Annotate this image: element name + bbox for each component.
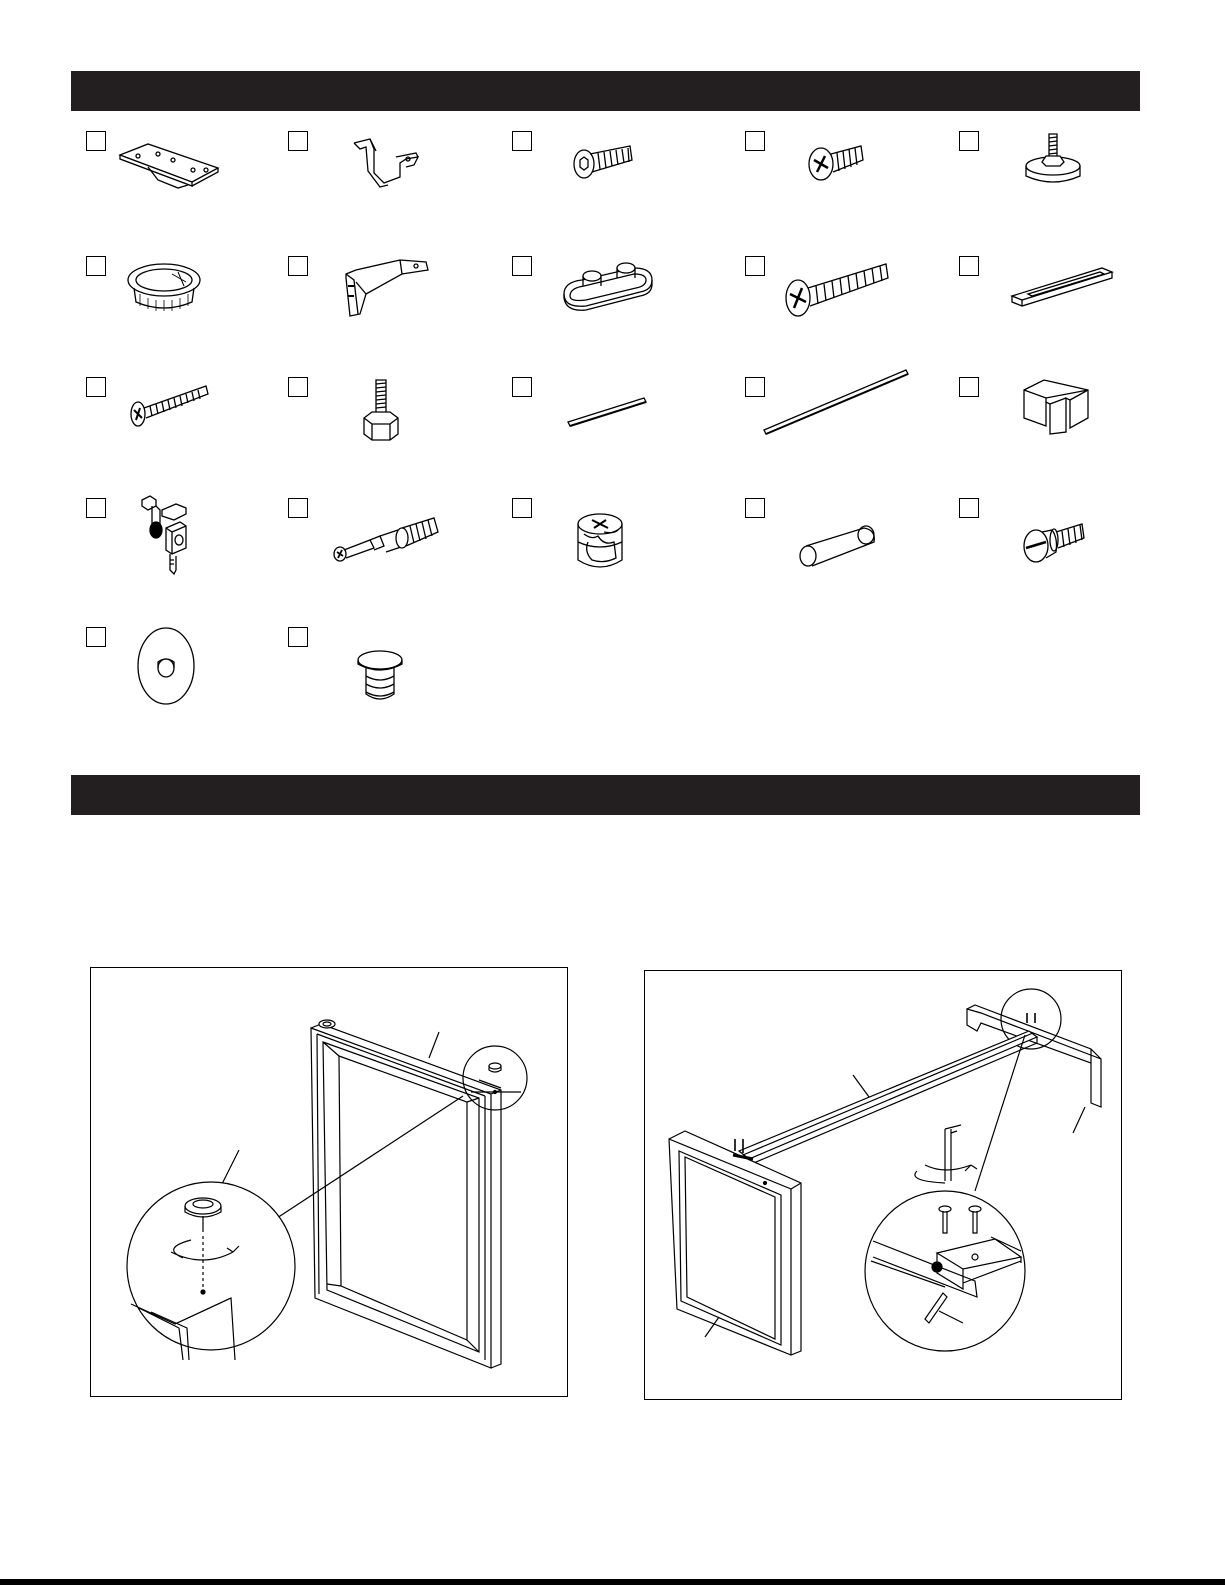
long-phillips-bolt-icon — [782, 256, 892, 325]
checkbox-part-16[interactable] — [86, 498, 106, 518]
checkbox-part-19[interactable] — [745, 498, 765, 518]
leveling-glide-icon — [1022, 132, 1084, 193]
checkbox-part-20[interactable] — [959, 498, 979, 518]
grommet-icon — [126, 260, 204, 319]
checkbox-part-10[interactable] — [959, 256, 979, 276]
lock-and-keys-icon — [136, 494, 196, 581]
figure-1-panel — [90, 967, 568, 1397]
section-header-bar-1 — [71, 71, 1140, 111]
channel-rail-icon — [1008, 262, 1114, 313]
checkbox-part-13[interactable] — [512, 377, 532, 397]
section-header-bar-2 — [71, 775, 1140, 815]
checkbox-part-18[interactable] — [512, 498, 532, 518]
mounting-plate-bracket-icon — [118, 140, 222, 200]
checkbox-part-5[interactable] — [959, 131, 979, 151]
leg-frame-glide-install-icon — [91, 968, 567, 1396]
hex-socket-bolt-icon — [570, 140, 636, 187]
long-phillips-screw-icon — [126, 382, 212, 433]
short-strip-icon — [566, 392, 648, 433]
cam-lock-icon — [574, 512, 628, 579]
long-strip-icon — [762, 368, 912, 441]
phillips-screw-icon — [805, 138, 867, 189]
cam-connector-plate-icon — [560, 260, 656, 317]
checkbox-part-12[interactable] — [288, 377, 308, 397]
checkbox-part-17[interactable] — [288, 498, 308, 518]
slotted-screw-icon — [1020, 514, 1090, 573]
clip-bracket-icon — [1020, 376, 1092, 443]
frame-beam-assembly-icon — [645, 971, 1121, 1399]
checkbox-part-11[interactable] — [86, 377, 106, 397]
checkbox-part-7[interactable] — [288, 256, 308, 276]
cam-bolt-icon — [330, 514, 442, 569]
checkbox-part-3[interactable] — [512, 131, 532, 151]
checkbox-part-1[interactable] — [86, 131, 106, 151]
threaded-insert-icon — [358, 378, 404, 447]
checkbox-part-8[interactable] — [512, 256, 532, 276]
felt-pad-icon — [134, 626, 198, 711]
u-bracket-icon — [350, 135, 420, 200]
wood-dowel-icon — [796, 524, 878, 573]
checkbox-part-21[interactable] — [86, 627, 106, 647]
checkbox-part-15[interactable] — [959, 377, 979, 397]
checkbox-part-9[interactable] — [745, 256, 765, 276]
support-bracket-icon — [340, 256, 432, 323]
page-bottom-rule — [0, 1579, 1225, 1585]
checkbox-part-6[interactable] — [86, 256, 106, 276]
checkbox-part-22[interactable] — [288, 627, 308, 647]
figure-2-panel — [644, 970, 1122, 1400]
checkbox-part-2[interactable] — [288, 131, 308, 151]
checkbox-part-4[interactable] — [745, 131, 765, 151]
plug-cap-icon — [354, 648, 408, 709]
